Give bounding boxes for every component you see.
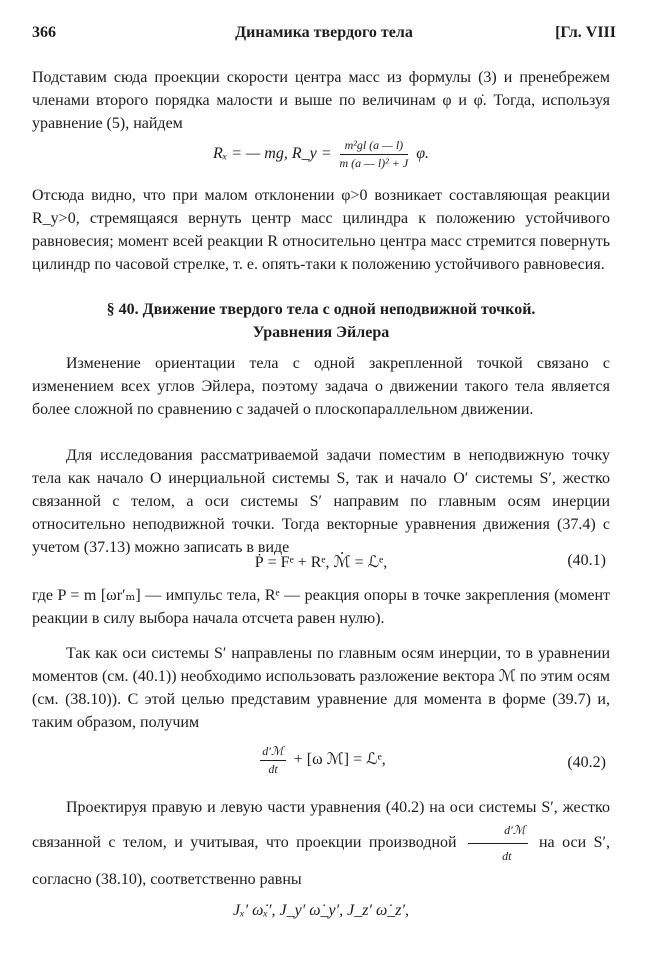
equation-40-2 bbox=[32, 744, 610, 788]
page-number: 366 bbox=[32, 24, 56, 41]
paragraph-7-end: на оси S′, согласно (38.10), соответственно равны bbox=[32, 834, 611, 888]
equation-projections bbox=[32, 902, 610, 930]
eq3-numerator: d′ℳ bbox=[260, 744, 285, 761]
eq3-denominator: dt bbox=[268, 762, 278, 776]
eq1-denominator: m (a — l)² + J bbox=[339, 156, 409, 170]
paragraph-7 bbox=[32, 796, 610, 891]
paragraph-6: Так как оси системы S′ направлены по главным осям инерции, то в уравнении моментов (см. (40.1)) необходимо использовать разложение вектора ℳ по этим осям (см. (38.10)). С этой целью представим уравнение для момента в форме (39.7) и, таким образом, получим bbox=[32, 645, 610, 731]
eq3-fraction bbox=[260, 744, 285, 777]
paragraph-1: Подставим сюда проекции скорости центра масс из формулы (3) и пренебрежем членами второго порядка малости и выше по величинам φ и φ̇. Тогда, используя уравнение (5), найдем bbox=[32, 69, 610, 132]
running-title: Динамика твердого тела bbox=[235, 24, 413, 41]
eq1-fraction bbox=[340, 138, 409, 171]
eq3-number: (40.2) bbox=[567, 754, 606, 771]
eq2-body: Ṗ = Fᵉ + Rᵉ, ℳ̇ = ℒᵉ, bbox=[254, 554, 388, 571]
eq4-body: Jₓ′ ω̇ₓ′, J_y′ ω̇_y′, J_z′ ω̇_z′, bbox=[233, 902, 409, 919]
paragraph-4: Для исследования рассматриваемой задачи поместим в неподвижную точку тела как начало O инерциальной системы S, так и начало O′ системы S′, жестко связанной с телом, а оси системы S′ направим по главным осям инерции относительно неподвижной точки. Тогда векторные уравнения движения (37.4) с учетом (37.13) можно записать в виде bbox=[32, 447, 610, 556]
paragraph-2: Отсюда видно, что при малом отклонении φ>0 возникает составляющая реакции R_y>0, стремящаяся вернуть центр масс цилиндра к положению устойчивого равновесия; момент всей реакции R относительно центра масс стремится повернуть цилиндр по часовой стрелке, т. е. опять-таки к положению устойчивого равновесия. bbox=[32, 187, 610, 273]
paragraph-5: где P = m [ωr′ₘ] — импульс тела, Rᵉ — реакция опоры в точке закрепления (момент реакции в силу выбора начала отсчета равен нулю). bbox=[32, 587, 610, 627]
eq2-number: (40.1) bbox=[567, 552, 606, 569]
derivative-fraction bbox=[468, 819, 527, 868]
paragraph-7-start: Проектируя правую и левую части уравнения (40.2) на оси системы S′, жестко связанной с телом, и учитывая, что проекции производной bbox=[32, 799, 610, 852]
equation-reactions bbox=[32, 136, 610, 186]
section-heading-line-2: Уравнения Эйлера bbox=[252, 324, 390, 341]
derivative-numerator: d′ℳ bbox=[468, 819, 527, 844]
chapter-label: [Гл. VIII bbox=[555, 24, 616, 41]
derivative-denominator: dt bbox=[502, 849, 512, 863]
section-heading bbox=[32, 298, 610, 344]
eq1-lhs: Rₓ = — mg, R_y = bbox=[212, 145, 332, 163]
paragraph-3: Изменение ориентации тела с одной закрепленной точкой связано с изменением всех углов Эйлера, поэтому задача о движении такого тела является более сложной по сравнению с задачей о плоскопараллельном движении. bbox=[32, 355, 610, 418]
eq1-numerator: m²gl (a — l) bbox=[340, 138, 409, 155]
eq1-tail: φ. bbox=[416, 145, 430, 163]
section-heading-line-1: § 40. Движение твердого тела с одной неподвижной точкой. bbox=[106, 301, 536, 318]
equation-40-1 bbox=[32, 552, 610, 580]
eq3-rest: + [ω ℳ] = ℒᵉ, bbox=[293, 751, 386, 769]
running-header bbox=[32, 24, 616, 46]
